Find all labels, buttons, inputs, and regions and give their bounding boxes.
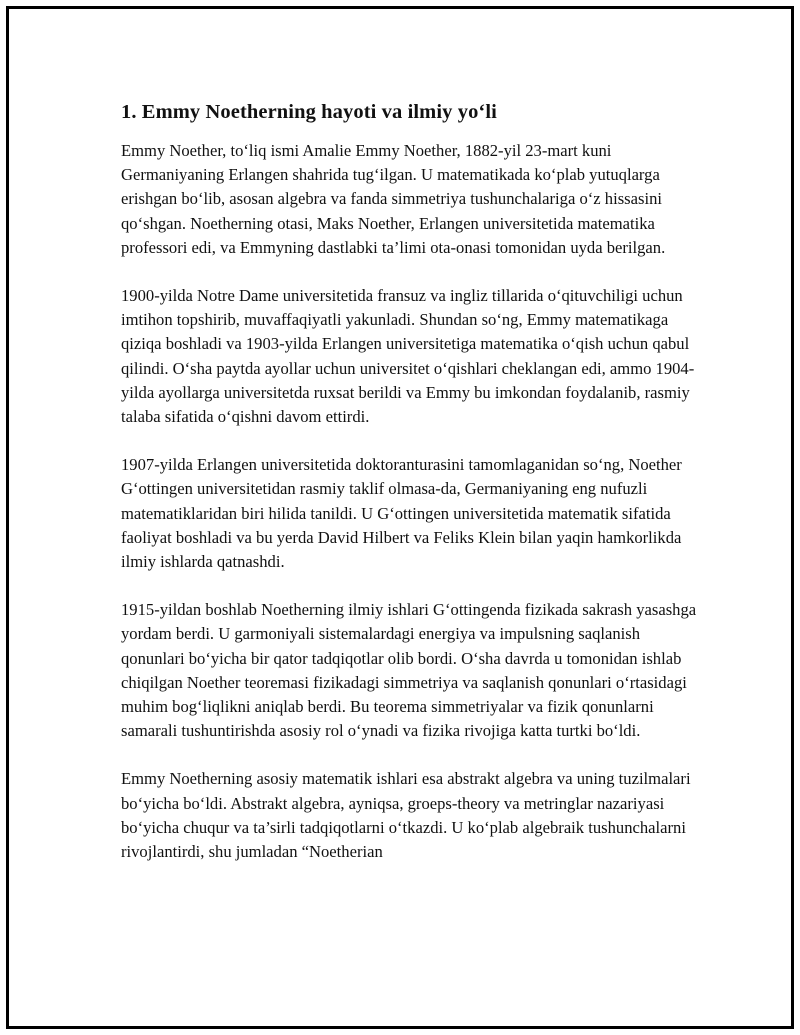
paragraph-3: 1907-yilda Erlangen universitetida doktoranturasini tamomlaganidan so‘ng, Noether G‘ottingen universitetidan rasmiy taklif olmasa-da, Germaniyaning eng nufuzli matematiklaridan biri hilida tanildi. U G‘ottingen universitetida matematik sifatida faoliyat boshladi va bu yerda David Hilbert va Feliks Klein bilan yaqin hamkorlikda ilmiy ishlarda qatnashdi. <box>121 455 682 572</box>
section-heading: 1. Emmy Noetherning hayoti va ilmiy yo‘li <box>121 101 497 123</box>
paragraph-1: Emmy Noether, to‘liq ismi Amalie Emmy Noether, 1882-yil 23-mart kuni Germaniyaning Erlangen shahrida tug‘ilgan. U matematikada ko‘plab yutuqlarga erishgan bo‘lib, asosan algebra va fanda simmetriya tushunchalariga o‘z hissasini qo‘shgan. Noetherning otasi, Maks Noether, Erlangen universitetida matematika professori edi, va Emmyning dastlabki ta’limi ota-onasi tomonidan uyda berilgan. <box>121 141 666 257</box>
page-frame <box>6 6 794 1029</box>
paragraph-2: 1900-yilda Notre Dame universitetida fransuz va ingliz tillarida o‘qituvchiligi uchun imtihon topshirib, muvaffaqiyatli yakunladi. Shundan so‘ng, Emmy matematikaga qiziqa boshladi va 1903-yilda Erlangen universitetiga matematika o‘qish uchun qabul qilindi. O‘sha paytda ayollar uchun universitet o‘qishlari cheklangan edi, ammo 1904-yilda ayollarga universitetda ruxsat berildi va Emmy bu imkondan foydalanib, rasmiy talaba sifatida o‘qishni davom ettirdi. <box>121 286 695 427</box>
document-body <box>121 99 706 888</box>
paragraph-4: 1915-yildan boshlab Noetherning ilmiy ishlari G‘ottingenda fizikada sakrash yasashga yordam berdi. U garmoniyali sistemalardagi energiya va impulsning saqlanish qonunlari bo‘yicha bir qator tadqiqotlar olib bordi. O‘sha davrda u tomonidan ishlab chiqilgan Noether teoremasi fizikadagi simmetriya va saqlanish qonunlari o‘rtasidagi muhim bog‘liqlikni aniqlab berdi. Bu teorema simmetriyalar va fizik qonunlarni samarali tushuntirishda asosiy rol o‘ynadi va fizika rivojiga katta turtki bo‘ldi. <box>121 600 697 741</box>
paragraph-5: Emmy Noetherning asosiy matematik ishlari esa abstrakt algebra va uning tuzilmalari bo‘yicha bo‘ldi. Abstrakt algebra, ayniqsa, groeps-theory va metringlar nazariyasi bo‘yicha chuqur va ta’sirli tadqiqotlarni o‘tkazdi. U ko‘plab algebraik tushunchalarni rivojlantirdi, shu jumladan “Noetherian <box>121 769 691 862</box>
